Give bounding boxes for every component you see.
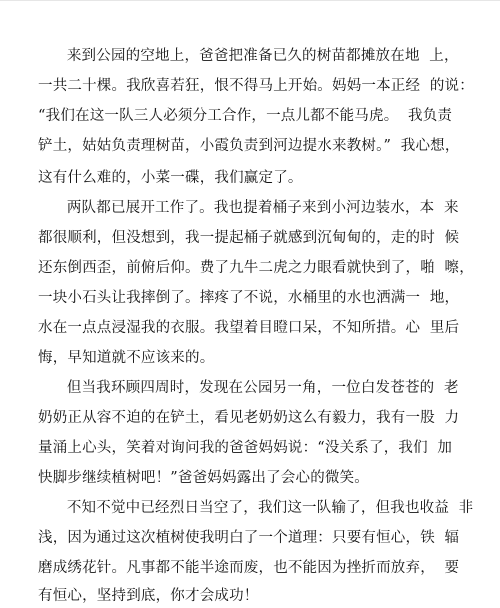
page-edge-divider (0, 0, 500, 1)
text-line: “我们在这一队三人必须分工合作，一点儿都不能马虎。 我负责 (38, 108, 453, 124)
text-line: 快脚步继续植树吧！”爸爸妈妈露出了会心的微笑。 (38, 470, 370, 486)
text-line: 水在一点点浸湿我的衣服。我望着目瞪口呆，不知所措。心 里后 (38, 320, 460, 336)
text-line: 量涌上心头，笑着对询问我的爸爸妈妈说：“没关系了，我们 加 (38, 440, 453, 456)
text-line: 一共二十棵。我欣喜若狂，恨不得马上开始。妈妈一本正经 的说： (38, 78, 474, 94)
text-line: 浅，因为通过这次植树使我明白了一个道理：只要有恒心，铁 辐 (38, 530, 460, 546)
text-line: 还东倒西歪，前俯后仰。费了九牛二虎之力眼看就快到了，啪 嚓， (38, 260, 474, 276)
text-line: 都很顺利，但没想到，我一提起桶子就感到沉甸甸的，走的时 候 (38, 230, 460, 246)
text-line: 不知不觉中已经烈日当空了，我们这一队输了，但我也收益 非 (38, 500, 474, 516)
text-line: 这有什么难的，小菜一碟，我们赢定了。 (38, 170, 303, 186)
text-line: 有恒心，坚持到底，你才会成功！ (38, 588, 259, 604)
text-line: 磨成绣花针。凡事都不能半途而废，也不能因为挫折而放弃， 要 (38, 560, 460, 576)
text-line: 但当我环顾四周时，发现在公园另一角，一位白发苍苍的 老 (38, 380, 459, 396)
text-line: 铲土，姑姑负责理树苗，小霞负责到河边提水来教树。” 我心想， (38, 138, 460, 154)
text-line: 一块小石头让我摔倒了。摔疼了不说，水桶里的水也洒满一 地， (38, 290, 460, 306)
text-line: 悔，早知道就不应该来的。 (38, 350, 215, 366)
text-line: 两队都已展开工作了。我也提着桶子来到小河边装水，本 来 (38, 200, 459, 216)
text-line: 奶奶正从容不迫的在铲土，看见老奶奶这么有毅力，我有一股 力 (38, 410, 460, 426)
text-line: 来到公园的空地上，爸爸把准备已久的树苗都摊放在地 上， (38, 48, 459, 64)
